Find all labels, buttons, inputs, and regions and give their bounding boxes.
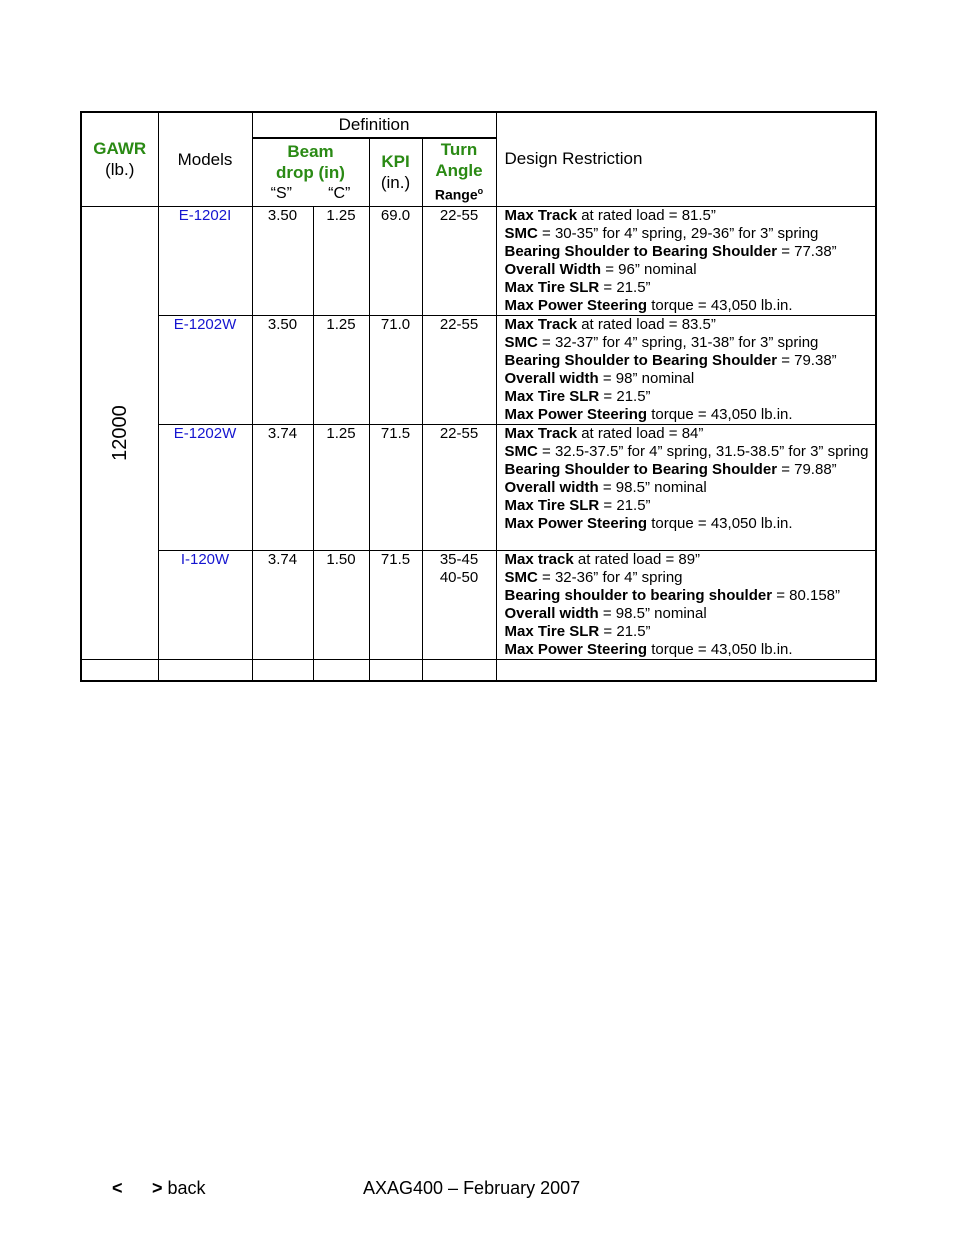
kpi-unit: (in.) [380,173,411,193]
models-header: Models [158,112,252,206]
restriction-line [505,461,876,479]
beam-c-label: “C” [328,184,351,202]
model-name: E-1202W [158,424,252,550]
restriction-line [505,279,876,297]
restriction-line [505,370,876,388]
restriction-value: = 21.5” [599,278,651,296]
restriction-value: at rated load = 89” [573,550,701,568]
restriction-line [505,425,876,443]
restriction-term: Bearing Shoulder to Bearing Shoulder [504,351,778,369]
kpi-value: 71.5 [369,550,422,659]
beam-drop-header [252,138,369,206]
table-row [81,315,876,424]
empty-cell [496,659,876,681]
restriction-line [505,497,876,515]
restriction-value: torque = 43,050 lb.in. [647,514,793,532]
beam-drop-c: 1.25 [313,206,369,315]
definition-header: Definition [252,112,496,138]
restriction-value: = 32-36” for 4” spring [537,568,683,586]
restriction-line [505,551,876,569]
model-name: E-1202W [158,315,252,424]
restriction-line [505,443,876,461]
beam-drop-line2: drop (in) [276,162,345,182]
restriction-term: SMC [504,442,538,460]
restriction-value: = 96” nominal [601,260,697,278]
restriction-value: = 98.5” nominal [598,478,707,496]
restriction-value: = 32-37” for 4” spring, 31-38” for 3” spring [537,333,819,351]
empty-table-row [81,659,876,681]
turn-angle-value: 35-45 [439,550,479,568]
restriction-value: at rated load = 84” [577,424,704,442]
gawr-header [81,112,158,206]
turn-angle-header [422,138,496,206]
restriction-value: torque = 43,050 lb.in. [647,405,793,423]
turn-range: Range [434,186,478,203]
gawr-value: 12000 [108,404,131,461]
gawr-unit: (lb.) [105,160,135,180]
restriction-value: = 21.5” [599,387,651,405]
kpi-value: 71.0 [369,315,422,424]
restriction-term: Max Track [504,315,578,333]
restriction-term: Max Power Steering [504,640,648,658]
restriction-term: Overall width [504,478,599,496]
design-restriction-cell [496,424,876,550]
kpi-value: 69.0 [369,206,422,315]
restriction-term: SMC [504,568,538,586]
prev-page-link[interactable]: < [112,1178,123,1198]
restriction-line [505,587,876,605]
restriction-term: Max Power Steering [504,296,648,314]
gawr-value-cell [81,206,158,659]
design-restriction-cell [496,206,876,315]
restriction-term: Bearing Shoulder to Bearing Shoulder [504,242,778,260]
restriction-term: Max Track [504,424,578,442]
restriction-term: Overall width [504,369,599,387]
design-restriction-cell [496,550,876,659]
restriction-value: = 79.88” [777,460,837,478]
turn-angle-value: 22-55 [439,206,479,224]
restriction-value: = 32.5-37.5” for 4” spring, 31.5-38.5” for 3” spring [537,442,869,460]
back-link[interactable] [152,1178,206,1199]
table-row [81,550,876,659]
restriction-value: = 21.5” [599,622,651,640]
empty-cell [158,659,252,681]
restriction-line [505,334,876,352]
restriction-term: Max Power Steering [504,514,648,532]
restriction-term: Max Tire SLR [504,496,600,514]
restriction-value: at rated load = 83.5” [577,315,716,333]
restriction-value: at rated load = 81.5” [577,206,716,224]
restriction-line [505,261,876,279]
restriction-term: Bearing Shoulder to Bearing Shoulder [504,460,778,478]
kpi-value: 71.5 [369,424,422,550]
model-name: I-120W [158,550,252,659]
empty-cell [81,659,158,681]
table-row [81,424,876,550]
kpi-header [369,138,422,206]
beam-drop-line1: Beam [287,141,334,161]
restriction-value: = 77.38” [777,242,837,260]
turn-angle-value: 22-55 [439,424,479,442]
restriction-term: Overall Width [504,260,602,278]
restriction-term: Max Tire SLR [504,622,600,640]
beam-drop-s: 3.74 [252,424,313,550]
restriction-line [505,297,876,315]
restriction-line [505,623,876,641]
beam-s-label: “S” [270,184,292,202]
design-restriction-header: Design Restriction [496,112,876,206]
restriction-value: = 30-35” for 4” spring, 29-36” for 3” spring [537,224,819,242]
next-symbol[interactable]: > [152,1178,163,1198]
document-id: AXAG400 – February 2007 [363,1178,581,1198]
beam-drop-s: 3.50 [252,315,313,424]
restriction-term: Max Track [504,206,578,224]
turn-angle-range [422,424,496,550]
empty-cell [369,659,422,681]
restriction-line [505,207,876,225]
empty-cell [252,659,313,681]
restriction-term: Max Tire SLR [504,387,600,405]
restriction-value: = 98” nominal [598,369,695,387]
restriction-term: Max track [504,550,574,568]
axle-spec-table [80,111,877,682]
restriction-term: Max Tire SLR [504,278,600,296]
restriction-value: = 21.5” [599,496,651,514]
restriction-term: Overall width [504,604,599,622]
restriction-line [505,352,876,370]
restriction-line [505,225,876,243]
model-name: E-1202I [158,206,252,315]
restriction-line [505,515,876,533]
restriction-term: SMC [504,333,538,351]
turn-line2: Angle [435,161,483,180]
restriction-line [505,479,876,497]
beam-drop-c: 1.25 [313,424,369,550]
restriction-line [505,605,876,623]
restriction-value: torque = 43,050 lb.in. [647,296,793,314]
kpi-label: KPI [381,152,410,172]
restriction-value: = 79.38” [777,351,837,369]
turn-angle-value: 22-55 [439,315,479,333]
turn-angle-range [422,550,496,659]
restriction-term: Max Power Steering [504,405,648,423]
beam-drop-c: 1.25 [313,315,369,424]
empty-cell [422,659,496,681]
gawr-label: GAWR [93,139,147,159]
beam-drop-s: 3.50 [252,206,313,315]
table-row [81,206,876,315]
restriction-value: = 80.158” [772,586,841,604]
turn-angle-range [422,315,496,424]
turn-angle-value: 40-50 [439,568,479,586]
empty-cell [313,659,369,681]
turn-angle-range [422,206,496,315]
restriction-value: = 98.5” nominal [598,604,707,622]
back-label[interactable]: back [162,1178,206,1198]
restriction-line [505,388,876,406]
restriction-line [505,406,876,424]
beam-drop-s: 3.74 [252,550,313,659]
restriction-line [505,641,876,659]
degree-symbol: o [477,186,484,196]
restriction-value: torque = 43,050 lb.in. [647,640,793,658]
design-restriction-cell [496,315,876,424]
restriction-line [505,243,876,261]
restriction-line [505,316,876,334]
beam-drop-c: 1.50 [313,550,369,659]
turn-line1: Turn [440,140,478,159]
restriction-term: Bearing shoulder to bearing shoulder [504,586,773,604]
restriction-line [505,569,876,587]
restriction-term: SMC [504,224,538,242]
